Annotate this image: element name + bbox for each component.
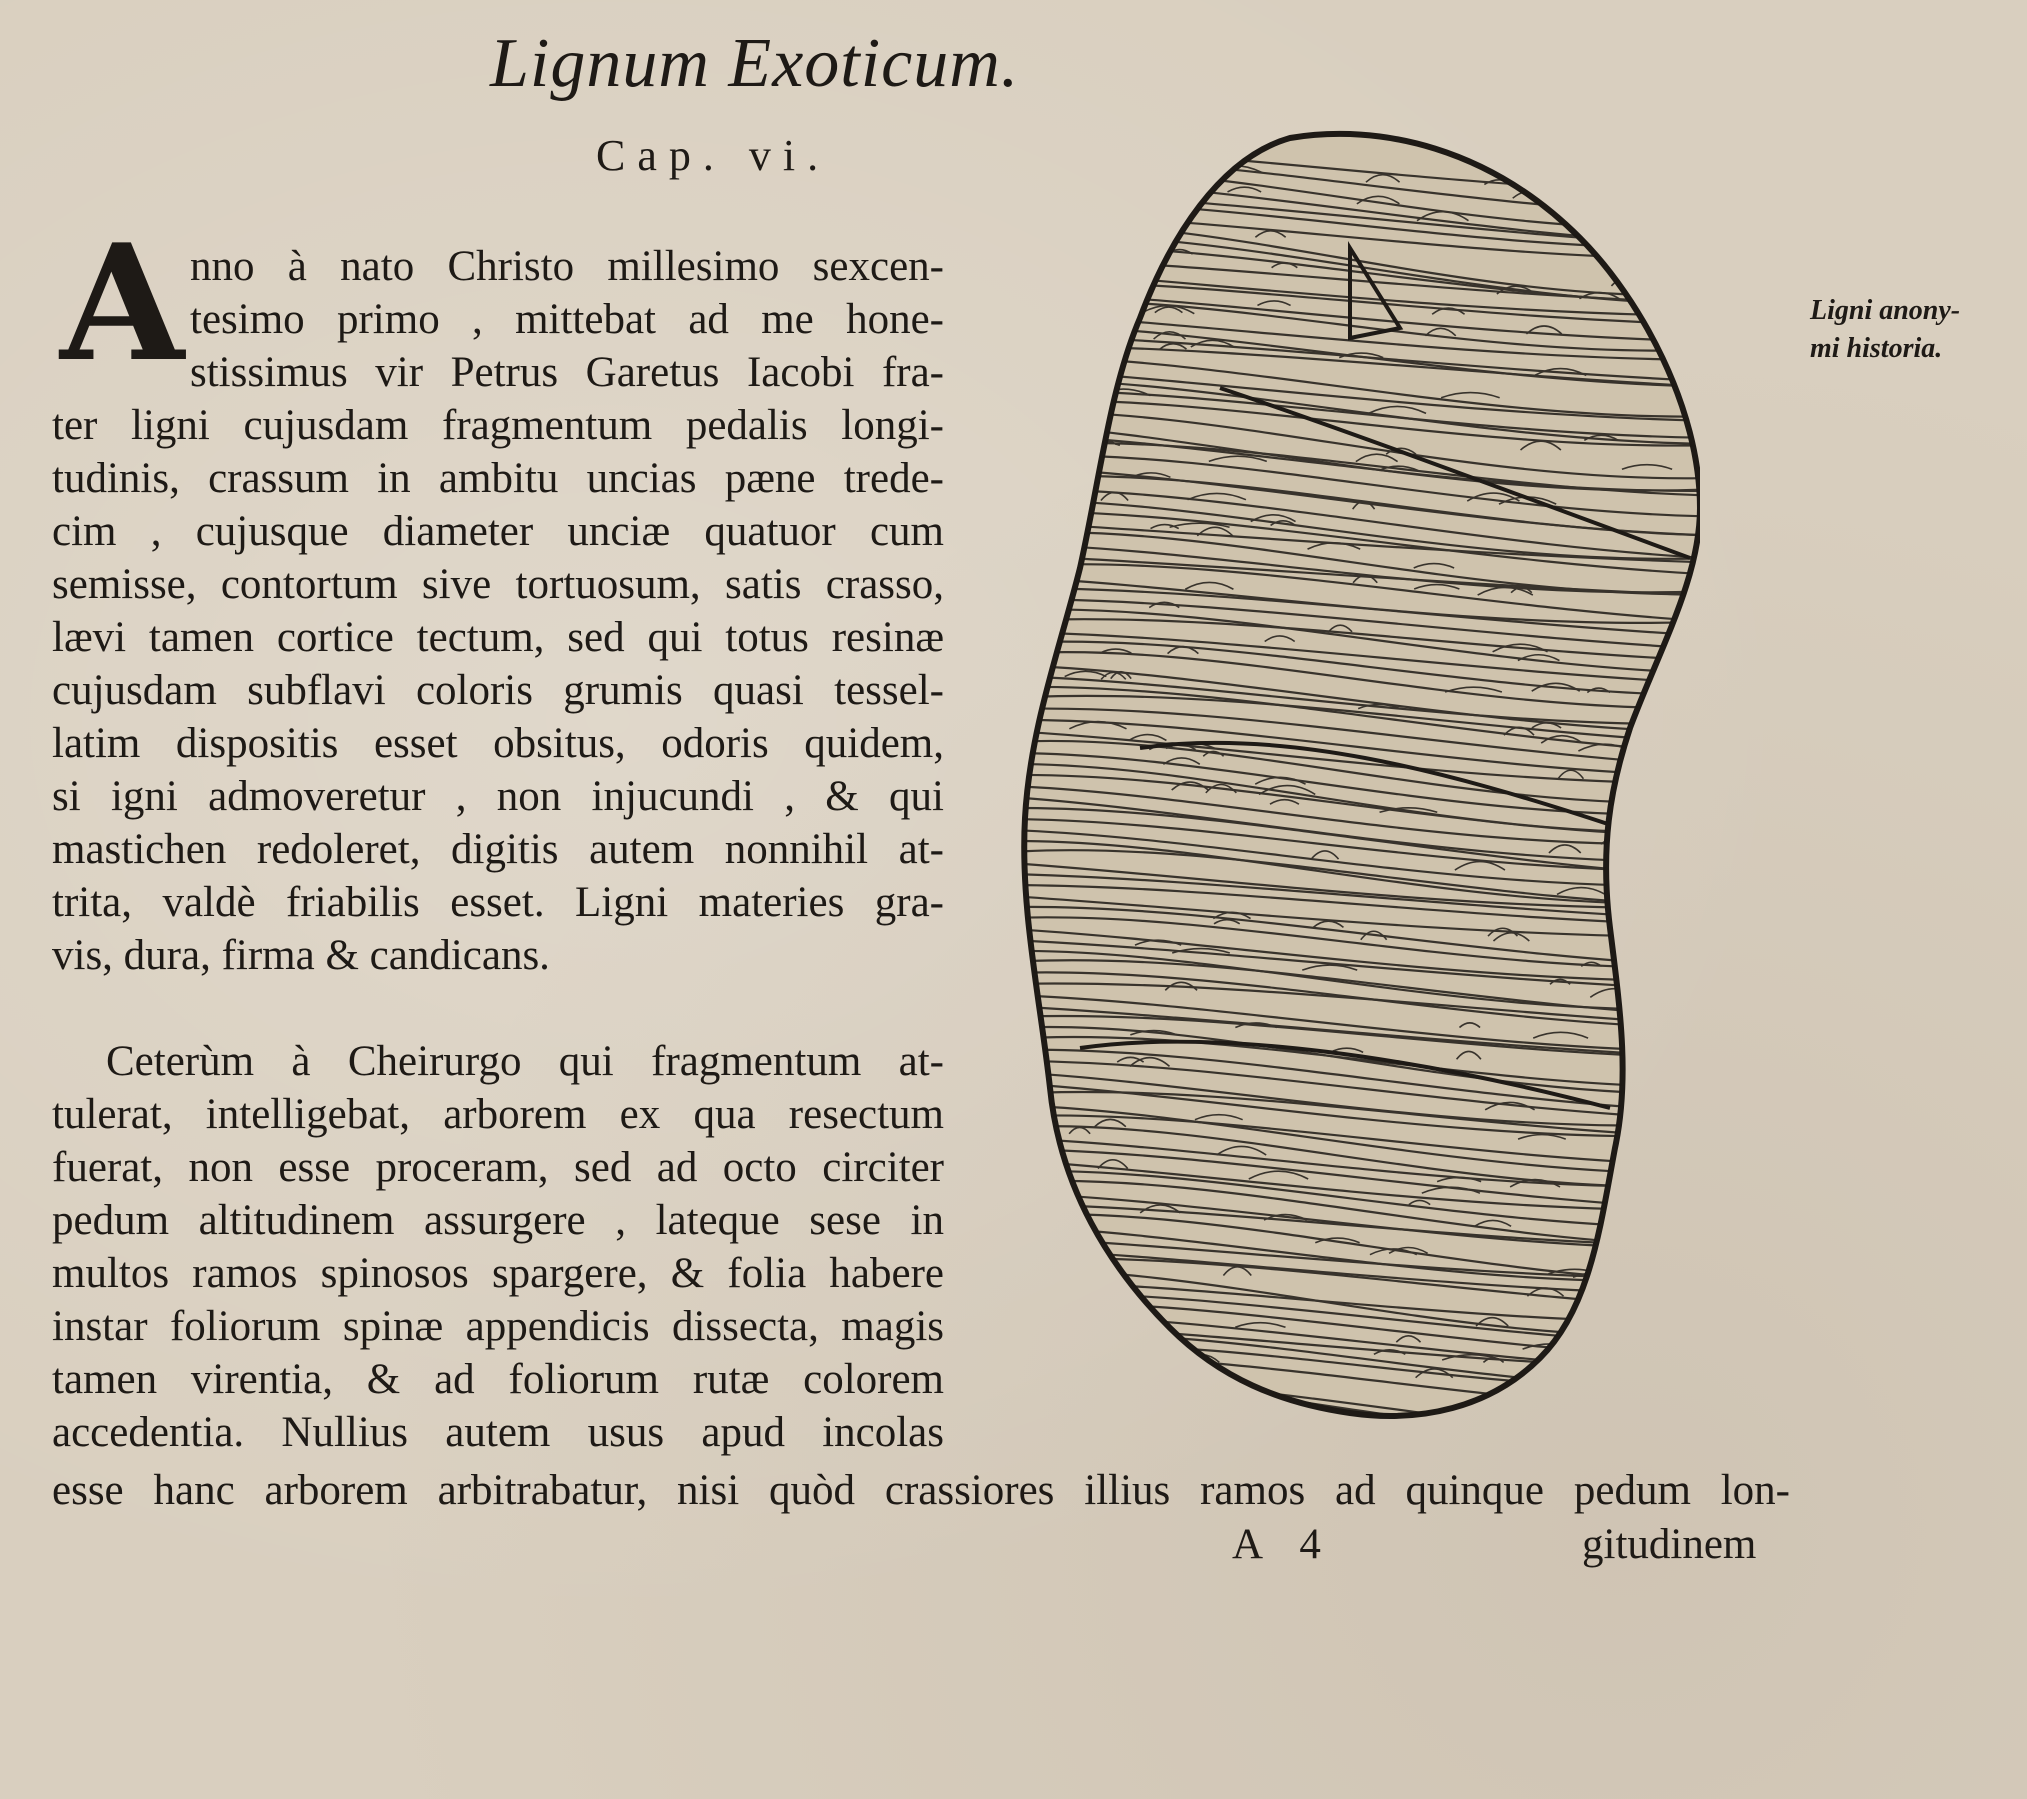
text-line: ter ligni cujusdam fragmentum pedalis longi- bbox=[52, 402, 944, 449]
text-line: latim dispositis esset obsitus, odoris quidem, bbox=[52, 720, 944, 767]
text-line: trita, valdè friabilis esset. Ligni materies gra- bbox=[52, 879, 944, 926]
page-title: Lignum Exoticum. bbox=[490, 25, 1020, 102]
show-through-text bbox=[1180, 20, 1190, 72]
text-line: pedum altitudinem assurgere , lateque sese in bbox=[52, 1197, 944, 1244]
signature-mark: A 4 bbox=[1232, 1521, 1335, 1568]
text-line: mastichen redoleret, digitis autem nonnihil at- bbox=[52, 826, 944, 873]
margin-note-line: Ligni anony- bbox=[1810, 295, 1961, 326]
drop-capital: A bbox=[60, 209, 185, 397]
text-line: si igni admoveretur , non injucundi , & qui bbox=[52, 773, 944, 820]
text-line: tesimo primo , mittebat ad me hone- bbox=[190, 296, 944, 343]
text-line: vis, dura, firma & candicans. bbox=[52, 932, 550, 979]
text-line: semisse, contortum sive tortuosum, satis crasso, bbox=[52, 561, 944, 608]
text-line: fuerat, non esse proceram, sed ad octo circiter bbox=[52, 1144, 944, 1191]
chapter-heading: Cap. vi. bbox=[596, 131, 831, 180]
text-line: Ceterùm à Cheirurgo qui fragmentum at- bbox=[106, 1038, 944, 1085]
margin-note-line: mi historia. bbox=[1810, 333, 1943, 364]
text-line: tudinis, crassum in ambitu uncias pæne trede- bbox=[52, 455, 944, 502]
text-line: instar foliorum spinæ appendicis dissecta, magis bbox=[52, 1303, 944, 1350]
text-line: multos ramos spinosos spargere, & folia habere bbox=[52, 1250, 944, 1297]
text-line: stissimus vir Petrus Garetus Iacobi fra- bbox=[190, 349, 944, 396]
text-line: cim , cujusque diameter unciæ quatuor cum bbox=[52, 508, 944, 555]
text-line-full-width: esse hanc arborem arbitrabatur, nisi quòd crassiores illius ramos ad quinque pedum lon- bbox=[52, 1467, 1790, 1514]
text-line: lævi tamen cortice tectum, sed qui totus resinæ bbox=[52, 614, 944, 661]
text-line: nno à nato Christo millesimo sexcen- bbox=[190, 243, 944, 290]
margin-note bbox=[1810, 292, 1960, 368]
text-line: accedentia. Nullius autem usus apud incolas bbox=[52, 1409, 944, 1456]
catchword: gitudinem bbox=[1582, 1521, 1757, 1568]
text-line: tamen virentia, & ad foliorum rutæ colorem bbox=[52, 1356, 944, 1403]
text-line: tulerat, intelligebat, arborem ex qua resectum bbox=[52, 1091, 944, 1138]
text-line: cujusdam subflavi coloris grumis quasi tessel- bbox=[52, 667, 944, 714]
wood-fragment-woodcut bbox=[1020, 128, 1700, 1428]
